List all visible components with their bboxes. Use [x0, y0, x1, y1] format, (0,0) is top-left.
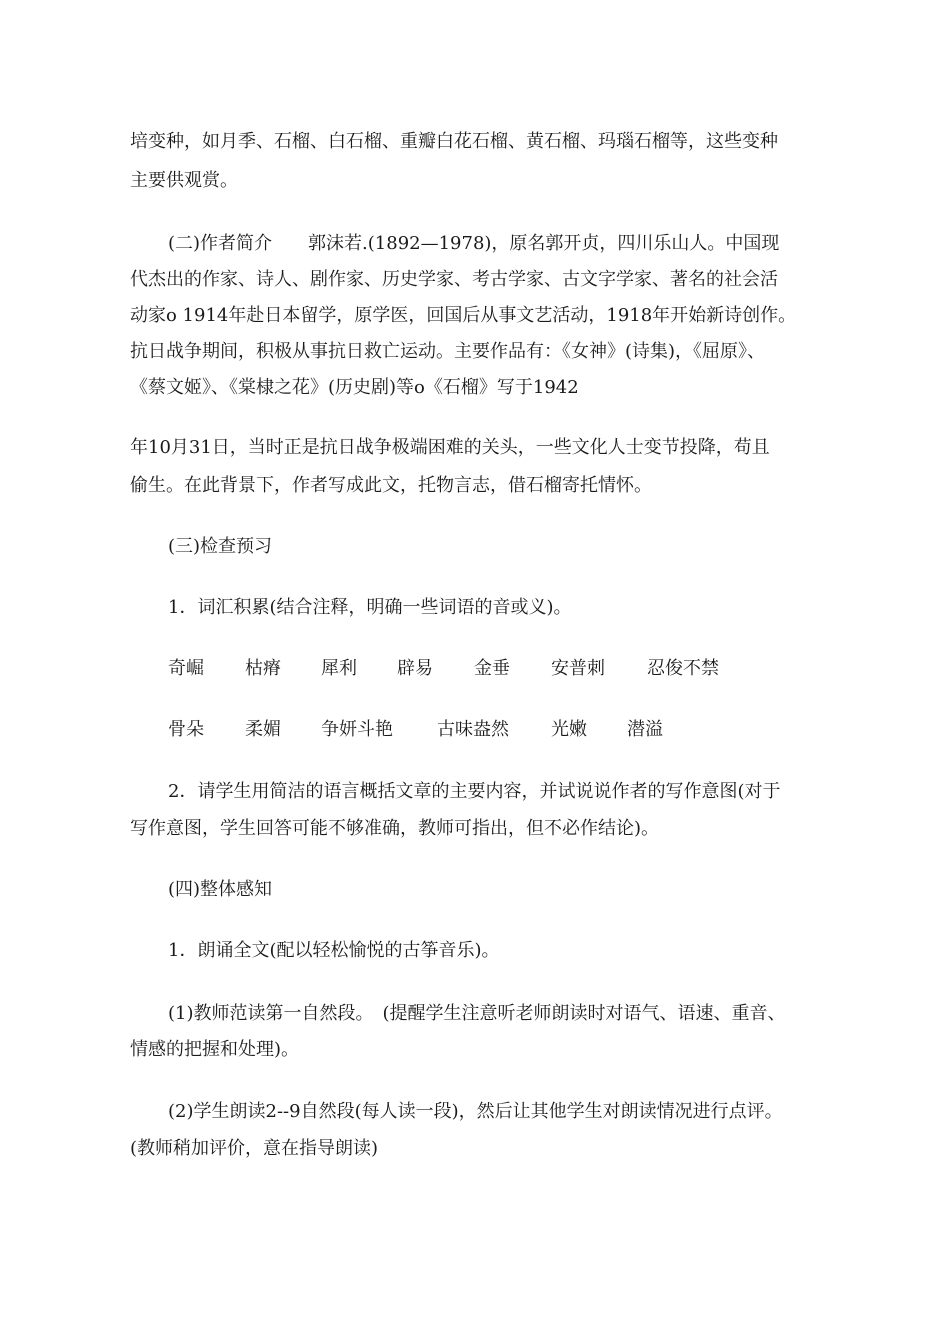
section-heading-overall-perception: (四)整体感知 [168, 879, 273, 900]
vocab-word: 潜溢 [627, 719, 663, 740]
text-line: 《蔡文姬》、《棠棣之花》(历史剧)等o《石榴》写于1942 [130, 377, 579, 398]
vocab-word: 忍俊不禁 [647, 658, 719, 679]
list-item: 1．朗诵全文(配以轻松愉悦的古筝音乐)。 [168, 940, 500, 961]
text-line: 偷生。在此背景下，作者写成此文，托物言志，借石榴寄托情怀。 [130, 475, 652, 496]
text-line: 培变种，如月季、石榴、白石榴、重瓣白花石榴、黄石榴、玛瑙石榴等，这些变种 [130, 131, 778, 152]
vocab-word: 枯瘠 [245, 658, 281, 679]
vocab-word: 光嫩 [551, 719, 587, 740]
text-line: 主要供观赏。 [130, 170, 238, 191]
text-line: 情感的把握和处理)。 [130, 1039, 300, 1060]
text-line: 动家o 1914年赴日本留学，原学医，回国后从事文艺活动，1918年开始新诗创作。 [130, 305, 797, 326]
vocab-word: 金垂 [474, 658, 510, 679]
section-heading-preview-check: (三)检查预习 [168, 536, 273, 557]
vocab-word: 骨朵 [168, 719, 204, 740]
text-line: 年10月31日，当时正是抗日战争极端困难的关头，一些文化人士变节投降，苟且 [130, 437, 770, 458]
text-line: 代杰出的作家、诗人、剧作家、历史学家、考古学家、古文字学家、著名的社会活 [130, 269, 778, 290]
vocab-word: 安普刺 [551, 658, 605, 679]
vocab-word: 争妍斗艳 [321, 719, 393, 740]
text-line: (教师稍加评价，意在指导朗读) [130, 1138, 379, 1159]
vocab-word: 辟易 [397, 658, 433, 679]
vocab-word: 柔媚 [245, 719, 281, 740]
list-item: (1)教师范读第一自然段。 (提醒学生注意听老师朗读时对语气、语速、重音、 [168, 1003, 786, 1024]
list-item: (2)学生朗读2--9自然段(每人读一段)，然后让其他学生对朗读情况进行点评。 [168, 1101, 783, 1122]
list-item: 1．词汇积累(结合注释，明确一些词语的音或义)。 [168, 597, 572, 618]
text-line: 写作意图，学生回答可能不够准确，教师可指出，但不必作结论)。 [130, 818, 660, 839]
section-heading-author-intro: (二)作者简介 郭沫若.(1892—1978)，原名郭开贞，四川乐山人。中国现 [168, 233, 780, 254]
vocab-word: 古味盎然 [437, 719, 509, 740]
vocab-word: 奇崛 [168, 658, 204, 679]
vocab-word: 犀利 [321, 658, 357, 679]
text-line: 抗日战争期间，积极从事抗日救亡运动。主要作品有：《女神》(诗集)，《屈原》、 [130, 341, 766, 362]
list-item: 2．请学生用简洁的语言概括文章的主要内容，并试说说作者的写作意图(对于 [168, 781, 781, 802]
